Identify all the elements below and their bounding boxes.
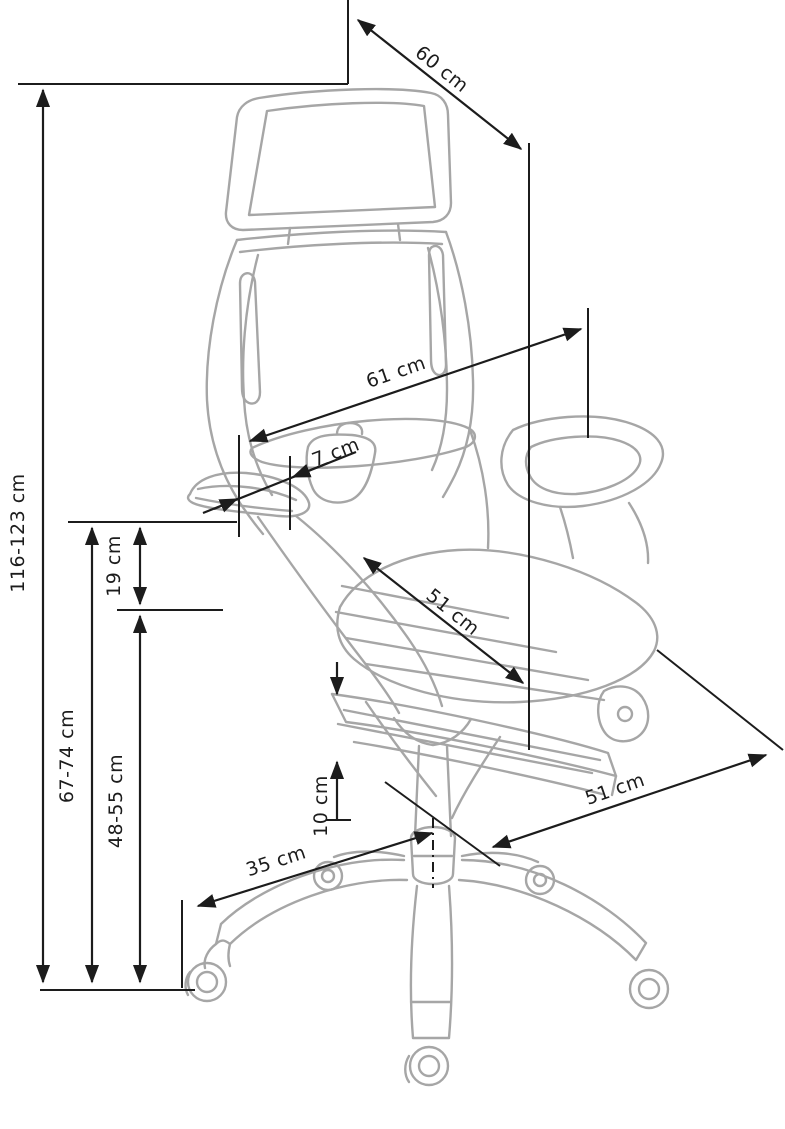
dimension-layer: [18, 0, 783, 990]
label-total-height: 116-123 cm: [7, 473, 29, 593]
dimension-arrows: [43, 20, 766, 982]
chair-armrest-right: [501, 416, 663, 563]
label-base-leg-reach: 35 cm: [243, 841, 309, 882]
label-seat-height: 48-55 cm: [105, 753, 127, 849]
label-headrest-diagonal: 60 cm: [410, 41, 473, 98]
label-armrest-height: 67-74 cm: [56, 708, 78, 804]
chair-headrest: [226, 89, 451, 244]
dim-line-headrest-diagonal: [358, 20, 521, 149]
label-lumbar-offset: 7 cm: [308, 433, 363, 472]
chair-drawing: [186, 89, 668, 1085]
dimension-labels: [7, 41, 648, 881]
label-footrest-drop: 10 cm: [310, 775, 332, 837]
dim-line-footrest-length: [493, 755, 766, 847]
extension-lines: [18, 0, 783, 990]
label-footrest-length: 51 cm: [582, 768, 648, 810]
label-seat-to-armrest: 19 cm: [103, 535, 125, 597]
label-backrest-width: 61 cm: [363, 351, 429, 393]
label-seat-diagonal: 51 cm: [421, 584, 484, 641]
chair-armrest-left: [188, 473, 442, 713]
